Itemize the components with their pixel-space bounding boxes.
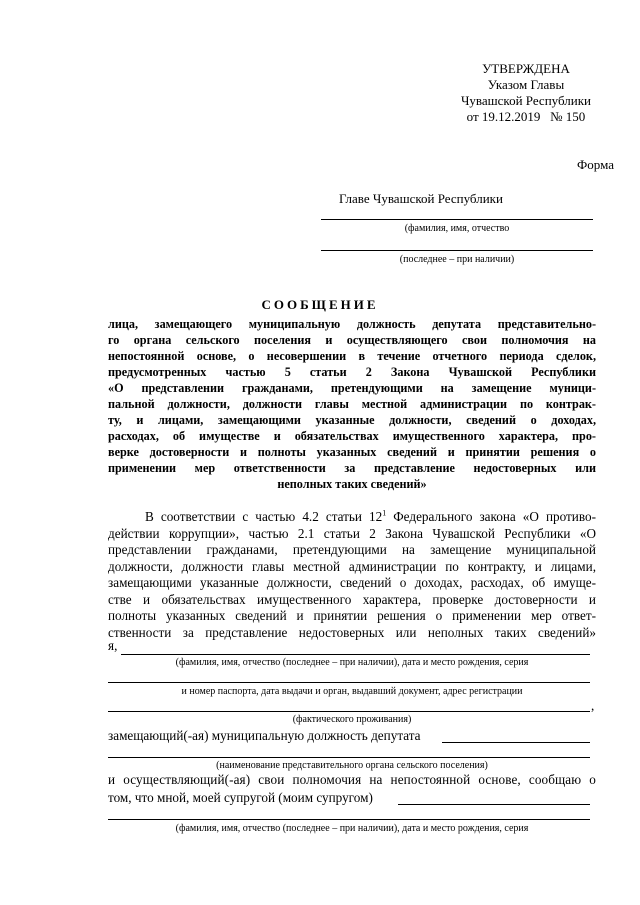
heading-line: расходах, об имуществе и обязательствах имущественного характера, про- — [108, 429, 596, 443]
paragraph-line: замещающими указанные должности, сведений о доходах, расходах, об имуще- — [108, 575, 596, 590]
paragraph-line: стве и обязательствах имущественного характера, проверке достоверности и — [108, 591, 596, 607]
heading-line: верке достоверности и полноты указанных сведений и принятии решения о — [108, 445, 596, 459]
fio-input-line[interactable] — [121, 654, 590, 655]
caption-representative-body: (наименование представительного органа сельского поселения) — [216, 760, 488, 771]
form-label: Форма — [577, 157, 614, 172]
paragraph-first-line — [108, 509, 596, 526]
paragraph-line: ственности за представление недостоверных или неполных таких сведений» — [108, 624, 596, 640]
heading-line: «О представлении гражданами, претендующими на замещение муници- — [108, 381, 596, 395]
holding-position-label: замещающий(-ая) муниципальную должность депутата — [108, 728, 421, 743]
approval-line-3: Чувашской Республики — [460, 93, 591, 108]
caption-fio-2: (фамилия, имя, отчество (последнее – при наличии), дата и место рождения, серия — [175, 823, 529, 834]
address-comma: , — [591, 698, 595, 713]
heading-line: непостоянной основе, о несовершении в течение отчетного периода сделок, — [108, 349, 596, 363]
caption-actual-residence: (фактического проживания) — [292, 714, 412, 725]
addressee-name-line[interactable] — [321, 219, 593, 220]
addressee-caption-1: (фамилия, имя, отчество — [404, 223, 510, 234]
paragraph-line: действии коррупции», частью 2.1 статьи 2 Закона Чувашской Республики «О — [108, 525, 596, 541]
heading-body — [108, 316, 596, 492]
paragraph-line: должности, должности главы местной администрации по контракту, и лицами, — [108, 558, 596, 574]
spouse-fio-input-line[interactable] — [108, 819, 590, 820]
heading-line: применении мер ответственности за представление недостоверных или — [108, 461, 596, 475]
caption-passport: и номер паспорта, дата выдачи и орган, выдавший документ, адрес регистрации — [181, 686, 523, 697]
heading-line: пальной должности, должности главы местной администрации по контрак- — [108, 397, 596, 411]
body-name-input-line[interactable] — [108, 757, 590, 758]
exercising-text: и осуществляющий(-ая) свои полномочия на непостоянной основе, сообщаю о — [108, 772, 596, 787]
passport-input-line[interactable] — [108, 682, 590, 683]
addressee-to: Главе Чувашской Республики — [339, 191, 503, 206]
heading-title: СООБЩЕНИЕ — [261, 297, 379, 312]
body-paragraph — [108, 509, 596, 641]
paragraph-line: полноты указанных сведений и принятии решения о применении мер ответ- — [108, 608, 596, 623]
paragraph-line-1-post: Федерального закона «О противо- — [386, 509, 596, 524]
ya-label: я, — [108, 638, 118, 653]
that-text: том, что мной, моей супругой (моим супругом) — [108, 790, 373, 805]
paragraph-line-1-pre: В соответствии с частью 4.2 статьи 12 — [145, 509, 383, 524]
article-superscript: 1 — [382, 509, 387, 518]
heading-line: предусмотренных частью 5 статьи 2 Закона Чувашской Республики — [108, 365, 596, 379]
approval-block — [461, 61, 591, 125]
caption-fio: (фамилия, имя, отчество (последнее – при наличии), дата и место рождения, серия — [175, 657, 529, 668]
addressee-caption-2: (последнее – при наличии) — [399, 254, 515, 265]
heading-line: го органа сельского поселения и осуществляющего свои полномочия на — [108, 333, 596, 347]
approval-line-4: от 19.12.2019 № 150 — [466, 109, 586, 124]
address-input-line[interactable] — [108, 711, 590, 712]
approval-line-2: Указом Главы — [487, 77, 565, 92]
heading-line: ту, и лицами, замещающими указанные должности, сведений о доходах, — [108, 413, 596, 427]
addressee-name-line-2[interactable] — [321, 250, 593, 251]
heading-last-line: неполных таких сведений» — [277, 477, 427, 491]
approval-line-1: УТВЕРЖДЕНА — [482, 61, 570, 76]
spouse-input-line[interactable] — [398, 804, 590, 805]
paragraph-line: представлении гражданами, претендующими на замещение муниципальной — [108, 542, 596, 557]
position-input-line[interactable] — [442, 742, 590, 743]
heading-line: лица, замещающего муниципальную должность депутата представительно- — [108, 317, 596, 331]
